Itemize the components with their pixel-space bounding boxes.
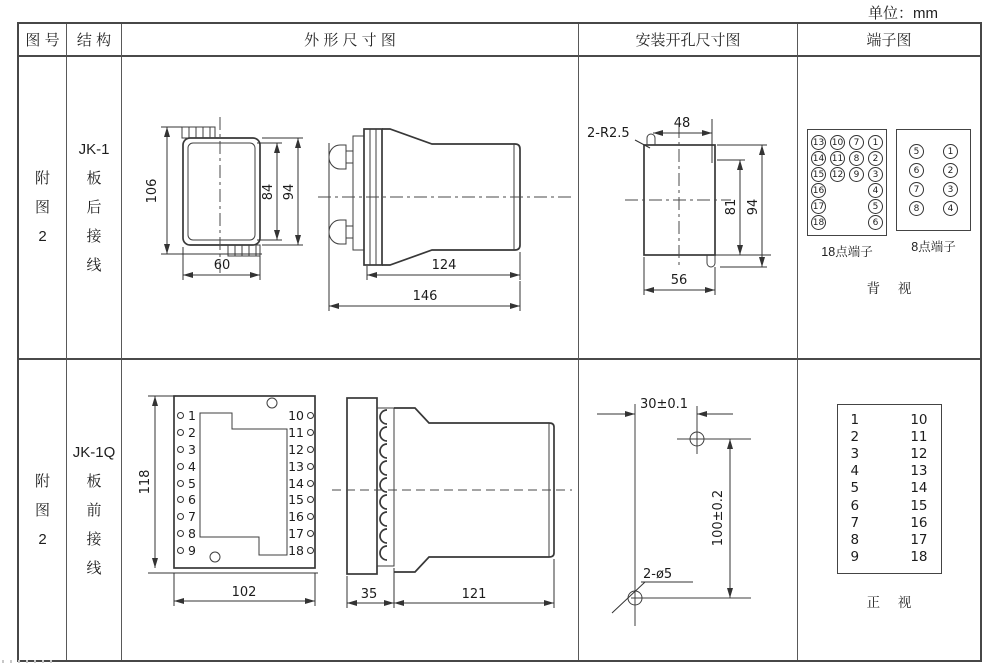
terminal-5: 5 [909,144,924,159]
terminal-17: 17 [811,199,826,214]
terminal-number: 14 [280,475,314,492]
dim-56: 56 [670,273,688,288]
terminal-number: 18 [910,548,928,565]
dim-100: 100±0.2 [711,489,726,547]
terminal-18pt-label: 18点端子 [821,245,873,259]
row1-figure-no [19,57,67,360]
terminal-number: 5 [177,475,196,492]
dim-94: 94 [282,183,297,201]
terminal-number: 9 [177,542,196,559]
terminal-list-right [910,412,927,566]
structure-char: 板 [86,170,102,187]
row2-structure [67,360,122,660]
header-structure: 结 构 [67,24,122,57]
dim-102: 102 [231,585,257,600]
dim-30: 30±0.1 [639,397,689,412]
terminal-16: 16 [811,183,826,198]
dim-84: 84 [261,183,276,201]
terminal-9: 9 [849,167,864,182]
header-mounting-dims: 安装开孔尺寸图 [579,24,798,57]
terminal-row [811,135,883,150]
terminal-number: 4 [850,463,860,480]
terminal-list-box [837,404,942,574]
terminal-number: 6 [850,497,860,514]
terminal-number: 12 [280,441,314,458]
terminal-number: 7 [177,508,196,525]
dim-94: 94 [746,198,761,216]
terminal-8: 8 [909,201,924,216]
structure-char: 前 [86,501,102,519]
figure-char: 图 [34,199,50,216]
terminal-number: 16 [910,514,928,531]
figure-char: 附 [34,472,50,490]
front-right-terminals [280,407,314,559]
terminal-number: 13 [910,463,928,480]
terminal-number: 9 [850,548,860,565]
terminal-row [909,182,958,197]
terminal-number: 17 [910,531,928,548]
terminal-number: 10 [280,407,314,424]
dim-106: 106 [145,178,160,204]
terminal-number: 15 [910,497,928,514]
jk1-cutout [587,116,771,295]
terminal-8pt-box [896,129,971,231]
terminal-2: 2 [943,163,958,178]
terminal-number: 11 [910,429,928,446]
front-left-terminals [177,407,196,559]
terminal-row [811,167,883,182]
terminal-number: 18 [280,542,314,559]
dim-48: 48 [673,116,691,131]
terminal-row [909,201,958,216]
terminal-18: 18 [811,215,826,230]
jk1-front-view [145,117,303,280]
terminal-number: 6 [177,491,196,508]
jk1q-side-view [332,398,572,608]
dim-60: 60 [213,258,231,273]
terminal-number: 17 [280,525,314,542]
terminal-6: 6 [868,215,883,230]
structure-char: 板 [86,472,102,490]
dim-124: 124 [431,258,457,273]
terminal-3: 3 [868,167,883,182]
jk1-mounting-drawing [579,57,798,360]
row2-figure-no [19,360,67,660]
row2-outline-drawing [122,360,579,660]
terminal-7: 7 [909,182,924,197]
header-terminal-diagram: 端子图 [798,24,980,57]
terminal-number: 3 [850,446,860,463]
terminal-number: 8 [850,531,860,548]
terminal-block-8 [896,129,971,255]
row2-terminal-diagram [798,360,980,660]
terminal-number: 15 [280,491,314,508]
terminal-number: 4 [177,458,196,475]
row1-terminal-diagram [798,57,980,360]
structure-char: 接 [86,228,102,245]
unit-label: 单位：mm [868,5,938,22]
terminal-18pt-box [807,129,887,236]
structure-label [67,57,121,358]
terminal-3: 3 [943,182,958,197]
figure-char: 2 [38,530,47,548]
dim-81: 81 [724,198,739,216]
terminal-row [909,144,958,159]
terminal-row [811,183,883,198]
row2-mounting-drawing [579,360,798,660]
terminal-number: 1 [177,407,196,424]
terminal-11: 11 [830,151,845,166]
jk1-side-view [318,129,574,311]
terminal-2: 2 [868,151,883,166]
row1-mounting-drawing [579,57,798,360]
terminal-number: 13 [280,458,314,475]
back-view-label: 背 视 [866,281,919,296]
row1-structure [67,57,122,360]
terminal-1: 1 [868,135,883,150]
terminal-number: 16 [280,508,314,525]
terminal-5: 5 [868,199,883,214]
structure-char: 后 [86,199,102,216]
structure-char: JK-1Q [72,443,116,461]
terminal-number: 8 [177,525,196,542]
terminal-row [811,215,883,230]
jk1-outline-drawing [122,57,579,360]
terminal-15: 15 [811,167,826,182]
dim-2r25: 2-R2.5 [587,126,630,141]
structure-char: 线 [86,257,102,274]
dim-35: 35 [360,587,378,602]
terminal-7: 7 [849,135,864,150]
terminal-number: 10 [910,412,928,428]
structure-char: 接 [86,530,102,548]
terminal-number: 11 [280,424,314,441]
dim-2phi5: 2-ø5 [643,567,673,582]
terminal-boxes [807,129,971,260]
terminal-12: 12 [830,167,845,182]
dim-146: 146 [412,289,438,304]
terminal-number: 7 [850,514,860,531]
spec-table [17,22,982,662]
terminal-block-18 [807,129,887,260]
structure-label [67,360,121,660]
terminal-list-left [851,412,860,566]
terminal-row [811,199,883,214]
terminal-13: 13 [811,135,826,150]
row1-outline-drawing [122,57,579,360]
terminal-number: 2 [850,429,860,446]
figure-char: 图 [34,501,50,519]
structure-char: JK-1 [78,141,110,158]
figure-char: 2 [38,228,47,245]
structure-char: 线 [86,559,102,577]
terminal-4: 4 [868,183,883,198]
terminal-row [909,163,958,178]
terminal-4: 4 [943,201,958,216]
figure-label [19,360,66,660]
terminal-14: 14 [811,151,826,166]
terminal-1: 1 [943,144,958,159]
figure-char: 附 [34,170,50,187]
terminal-number: 12 [910,446,928,463]
dim-121: 121 [461,587,487,602]
figure-label [19,57,66,358]
dim-118: 118 [138,469,153,495]
terminal-number: 1 [850,412,860,428]
terminal-number: 14 [910,480,928,497]
terminal-8: 8 [849,151,864,166]
terminal-10: 10 [830,135,845,150]
jk1q-mounting-drawing [579,360,798,660]
header-outline-dims: 外 形 尺 寸 图 [122,24,579,57]
page-edge-artifact [2,660,54,663]
header-figure-no: 图 号 [19,24,67,57]
terminal-number: 5 [850,480,860,497]
terminal-number: 3 [177,441,196,458]
terminal-8pt-label: 8点端子 [911,240,956,254]
terminal-6: 6 [909,163,924,178]
jk1q-holes [597,397,751,626]
front-view-label: 正 视 [866,595,919,610]
terminal-number: 2 [177,424,196,441]
terminal-row [811,151,883,166]
